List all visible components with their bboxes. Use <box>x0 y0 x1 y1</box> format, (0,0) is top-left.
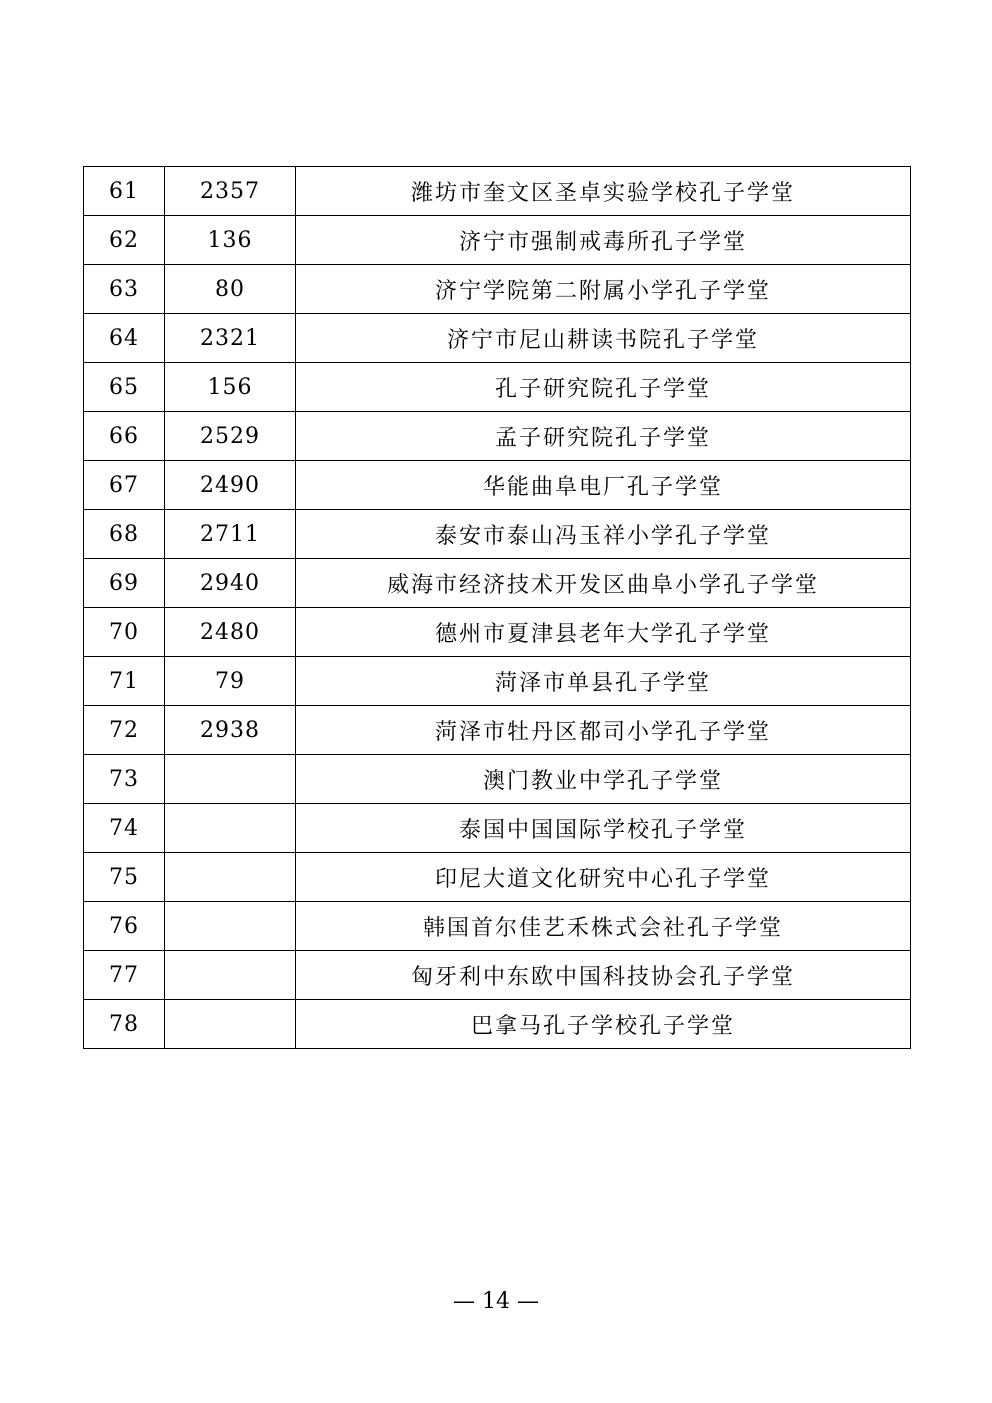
table-row <box>84 412 911 461</box>
row-index-cell: 63 <box>84 265 165 314</box>
table-row <box>84 657 911 706</box>
row-index-cell: 73 <box>84 755 165 804</box>
row-name-cell: 印尼大道文化研究中心孔子学堂 <box>296 853 911 902</box>
row-name-cell: 澳门教业中学孔子学堂 <box>296 755 911 804</box>
table-row <box>84 755 911 804</box>
row-name-cell: 韩国首尔佳艺禾株式会社孔子学堂 <box>296 902 911 951</box>
row-code-cell <box>165 804 296 853</box>
row-code-cell: 79 <box>165 657 296 706</box>
table-row <box>84 461 911 510</box>
table-row <box>84 853 911 902</box>
row-index-cell: 65 <box>84 363 165 412</box>
table-body <box>84 167 911 1049</box>
row-index-cell: 74 <box>84 804 165 853</box>
table-row <box>84 167 911 216</box>
row-index-cell: 72 <box>84 706 165 755</box>
table-row <box>84 804 911 853</box>
row-index-cell: 78 <box>84 1000 165 1049</box>
row-name-cell: 济宁学院第二附属小学孔子学堂 <box>296 265 911 314</box>
table-row <box>84 902 911 951</box>
row-index-cell: 67 <box>84 461 165 510</box>
table-row <box>84 363 911 412</box>
page-number: — 14 — <box>453 1289 539 1314</box>
row-name-cell: 泰国中国国际学校孔子学堂 <box>296 804 911 853</box>
row-code-cell: 2938 <box>165 706 296 755</box>
row-index-cell: 70 <box>84 608 165 657</box>
row-name-cell: 华能曲阜电厂孔子学堂 <box>296 461 911 510</box>
row-name-cell: 济宁市尼山耕读书院孔子学堂 <box>296 314 911 363</box>
row-code-cell: 156 <box>165 363 296 412</box>
row-code-cell: 2940 <box>165 559 296 608</box>
row-index-cell: 68 <box>84 510 165 559</box>
row-name-cell: 济宁市强制戒毒所孔子学堂 <box>296 216 911 265</box>
table-row <box>84 1000 911 1049</box>
table-row <box>84 314 911 363</box>
row-code-cell: 2490 <box>165 461 296 510</box>
row-code-cell: 2529 <box>165 412 296 461</box>
row-code-cell: 2480 <box>165 608 296 657</box>
row-name-cell: 巴拿马孔子学校孔子学堂 <box>296 1000 911 1049</box>
row-index-cell: 62 <box>84 216 165 265</box>
row-index-cell: 71 <box>84 657 165 706</box>
row-index-cell: 66 <box>84 412 165 461</box>
row-name-cell: 德州市夏津县老年大学孔子学堂 <box>296 608 911 657</box>
table-row <box>84 608 911 657</box>
row-index-cell: 64 <box>84 314 165 363</box>
table-row <box>84 951 911 1000</box>
row-name-cell: 菏泽市单县孔子学堂 <box>296 657 911 706</box>
row-index-cell: 76 <box>84 902 165 951</box>
row-name-cell: 潍坊市奎文区圣卓实验学校孔子学堂 <box>296 167 911 216</box>
row-code-cell: 80 <box>165 265 296 314</box>
table-row <box>84 216 911 265</box>
row-code-cell <box>165 755 296 804</box>
row-code-cell: 136 <box>165 216 296 265</box>
row-index-cell: 61 <box>84 167 165 216</box>
row-code-cell: 2711 <box>165 510 296 559</box>
row-index-cell: 69 <box>84 559 165 608</box>
row-code-cell <box>165 902 296 951</box>
row-code-cell: 2321 <box>165 314 296 363</box>
table-row <box>84 559 911 608</box>
table-row <box>84 706 911 755</box>
table-row <box>84 265 911 314</box>
row-name-cell: 孔子研究院孔子学堂 <box>296 363 911 412</box>
row-name-cell: 孟子研究院孔子学堂 <box>296 412 911 461</box>
row-name-cell: 匈牙利中东欧中国科技协会孔子学堂 <box>296 951 911 1000</box>
row-name-cell: 泰安市泰山冯玉祥小学孔子学堂 <box>296 510 911 559</box>
institutions-table <box>83 166 911 1049</box>
row-name-cell: 菏泽市牡丹区都司小学孔子学堂 <box>296 706 911 755</box>
row-code-cell: 2357 <box>165 167 296 216</box>
table-row <box>84 510 911 559</box>
row-index-cell: 75 <box>84 853 165 902</box>
row-code-cell <box>165 1000 296 1049</box>
row-code-cell <box>165 853 296 902</box>
row-name-cell: 威海市经济技术开发区曲阜小学孔子学堂 <box>296 559 911 608</box>
row-index-cell: 77 <box>84 951 165 1000</box>
row-code-cell <box>165 951 296 1000</box>
